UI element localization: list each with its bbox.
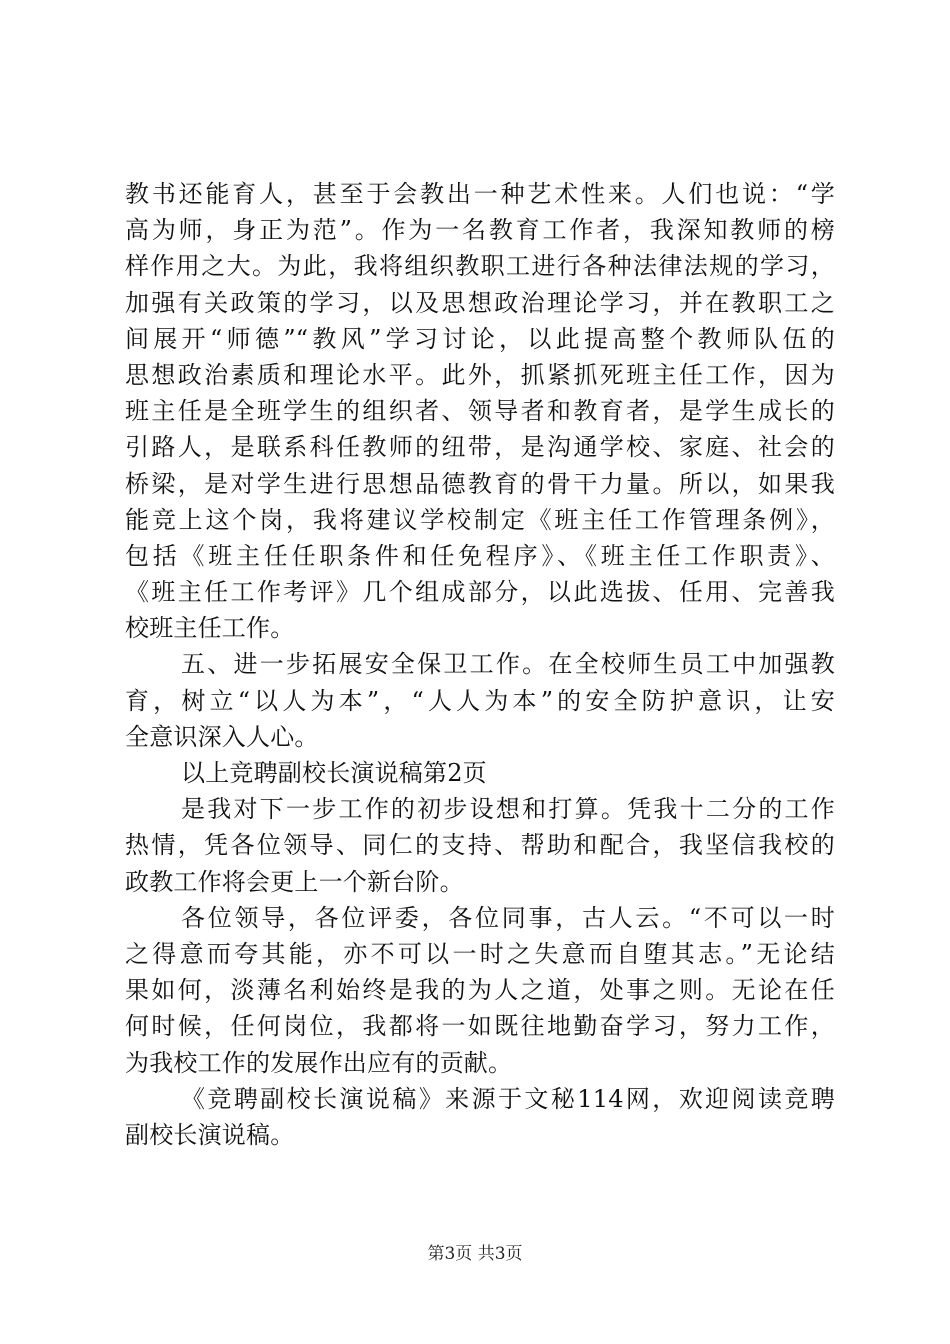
text-line: 桥梁，是对学生进行思想品德教育的骨干力量。所以，如果我 [125, 469, 835, 498]
document-body [125, 176, 835, 1153]
text-line: 五、进一步拓展安全保卫工作。在全校师生员工中加强教 [181, 650, 835, 679]
text-line: 之得意而夸其能，亦不可以一时之失意而自堕其志。”无论结 [125, 939, 835, 968]
text-line: 《班主任工作考评》几个组成部分，以此选拔、任用、完善我 [125, 578, 835, 607]
text-line: 果如何，淡薄名利始终是我的为人之道，处事之则。无论在任 [125, 976, 835, 1005]
text-line: 何时候，任何岗位，我都将一如既往地勤奋学习，努力工作， [125, 1012, 835, 1041]
text-line: 《竞聘副校长演说稿》来源于文秘114网，欢迎阅读竞聘 [181, 1084, 835, 1113]
text-line: 政教工作将会更上一个新台阶。 [125, 867, 464, 896]
text-line: 高为师，身正为范”。作为一名教育工作者，我深知教师的榜 [125, 216, 835, 245]
text-line: 为我校工作的发展作出应有的贡献。 [125, 1048, 513, 1077]
text-line: 各位领导，各位评委，各位同事，古人云。“不可以一时 [181, 903, 835, 932]
text-line: 副校长演说稿。 [125, 1120, 295, 1149]
text-line: 校班主任工作。 [125, 614, 295, 643]
text-line: 思想政治素质和理论水平。此外，抓紧抓死班主任工作，因为 [125, 360, 835, 389]
text-line: 间展开“师德”“教风”学习讨论，以此提高整个教师队伍的 [125, 324, 835, 353]
text-line: 班主任是全班学生的组织者、领导者和教育者，是学生成长的 [125, 397, 835, 426]
text-line: 加强有关政策的学习，以及思想政治理论学习，并在教职工之 [125, 288, 835, 317]
text-line: 教书还能育人，甚至于会教出一种艺术性来。人们也说：“学 [125, 180, 835, 208]
text-line: 全意识深入人心。 [125, 722, 319, 751]
text-line: 样作用之大。为此，我将组织教职工进行各种法律法规的学习， [125, 252, 835, 281]
text-line: 热情，凭各位领导、同仁的支持、帮助和配合，我坚信我校的 [125, 831, 835, 860]
page-footer: 第3页 共3页 [427, 1244, 523, 1264]
text-line: 引路人，是联系科任教师的纽带，是沟通学校、家庭、社会的 [125, 433, 835, 462]
text-line: 以上竞聘副校长演说稿第2页 [181, 759, 487, 787]
text-line: 是我对下一步工作的初步设想和打算。凭我十二分的工作 [181, 795, 835, 824]
text-line: 育，树立“以人为本”，“人人为本”的安全防护意识，让安 [125, 686, 835, 715]
text-line: 包括《班主任任职条件和任免程序》、《班主任工作职责》、 [125, 541, 835, 570]
text-line: 能竞上这个岗，我将建议学校制定《班主任工作管理条例》， [125, 505, 835, 534]
